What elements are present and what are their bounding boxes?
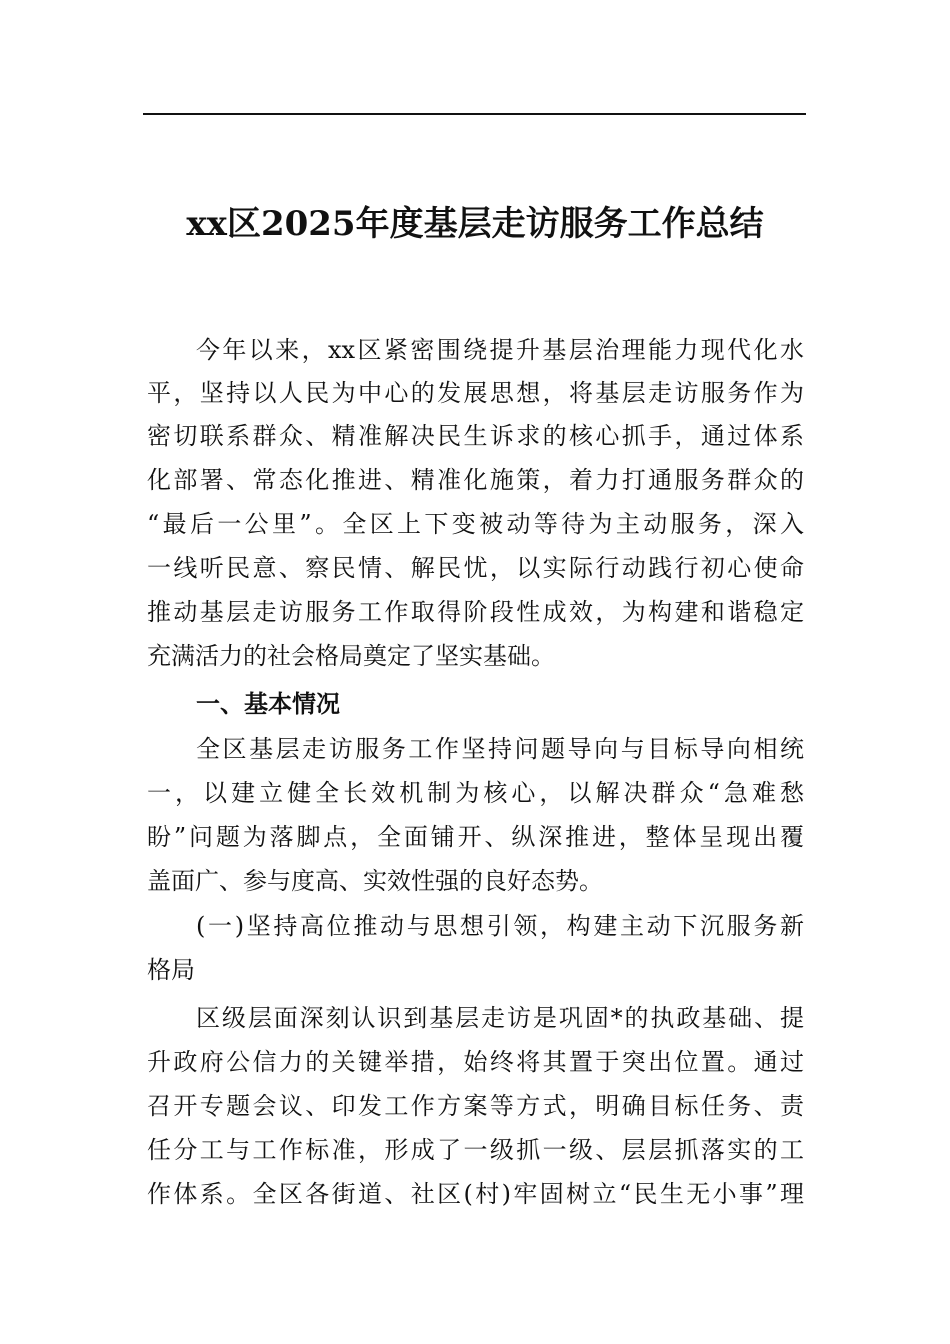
section-heading: 一、基本情况: [196, 690, 340, 718]
paragraph-line: 全区基层走访服务工作坚持问题导向与目标导向相统: [196, 735, 804, 763]
paragraph-line: “最后一公里”。全区上下变被动等待为主动服务，深入: [147, 510, 804, 538]
paragraph-line: 盼”问题为落脚点，全面铺开、纵深推进，整体呈现出覆: [147, 823, 804, 851]
paragraph-line: 任分工与工作标准，形成了一级抓一级、层层抓落实的工: [147, 1136, 804, 1164]
document-title: xx区2025年度基层走访服务工作总结: [186, 204, 764, 244]
subsection-heading-line: 格局: [147, 956, 195, 984]
paragraph-line: 召开专题会议、印发工作方案等方式，明确目标任务、责: [147, 1092, 804, 1120]
paragraph-line: 充满活力的社会格局奠定了坚实基础。: [147, 642, 555, 670]
paragraph-line: 盖面广、参与度高、实效性强的良好态势。: [147, 867, 603, 895]
paragraph-line: 区级层面深刻认识到基层走访是巩固*的执政基础、提: [196, 1004, 804, 1032]
paragraph-line: 推动基层走访服务工作取得阶段性成效，为构建和谐稳定: [147, 598, 804, 626]
paragraph-line: 作体系。全区各街道、社区(村)牢固树立“民生无小事”理: [147, 1180, 804, 1208]
paragraph-line: 化部署、常态化推进、精准化施策，着力打通服务群众的: [147, 466, 804, 494]
header-rule: [143, 113, 806, 115]
subsection-heading-line: (一)坚持高位推动与思想引领，构建主动下沉服务新: [196, 912, 804, 940]
paragraph-line: 一，以建立健全长效机制为核心，以解决群众“急难愁: [147, 779, 804, 807]
paragraph-line: 今年以来，xx区紧密围绕提升基层治理能力现代化水: [196, 336, 804, 364]
paragraph-line: 一线听民意、察民情、解民忧，以实际行动践行初心使命: [147, 554, 804, 582]
paragraph-line: 密切联系群众、精准解决民生诉求的核心抓手，通过体系: [147, 422, 804, 450]
paragraph-line: 升政府公信力的关键举措，始终将其置于突出位置。通过: [147, 1048, 804, 1076]
paragraph-line: 平，坚持以人民为中心的发展思想，将基层走访服务作为: [147, 379, 804, 407]
